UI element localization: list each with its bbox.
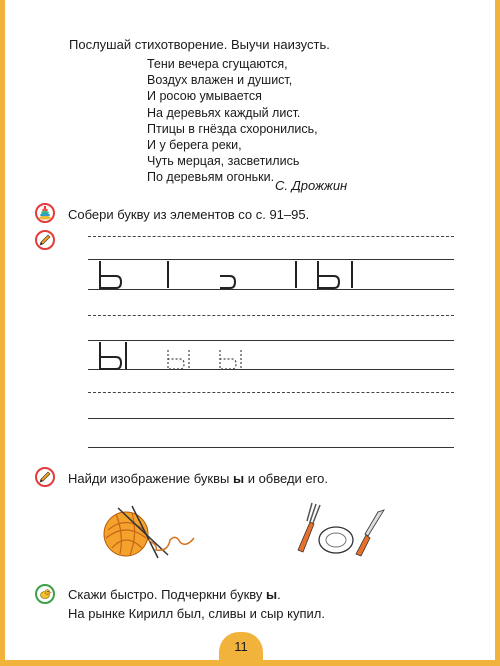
poem-line: Тени вечера сгущаются, bbox=[147, 57, 288, 71]
task3-text-start: Скажи быстро. Подчеркни букву bbox=[68, 587, 267, 602]
bird-icon bbox=[35, 584, 55, 604]
task3-letter: ы bbox=[266, 587, 278, 602]
task3-text bbox=[68, 587, 281, 602]
dashed-line bbox=[88, 392, 454, 393]
letter-elements-row bbox=[88, 258, 454, 292]
dashed-line bbox=[88, 315, 454, 316]
poem-line: На деревьях каждый лист. bbox=[147, 105, 301, 120]
page-number: 11 bbox=[219, 632, 263, 662]
intro-text: Послушай стихотворение. Выучи наизусть. bbox=[69, 37, 330, 52]
task2-text-start: Найди изображение буквы bbox=[68, 471, 233, 486]
ruled-line bbox=[88, 418, 454, 419]
poem-line: Птицы в гнёзда схоронились, bbox=[147, 121, 318, 136]
task2-letter: ы bbox=[232, 471, 245, 486]
pencil-icon bbox=[35, 467, 55, 487]
task1-text: Собери букву из элементов со с. 91–95. bbox=[68, 207, 310, 222]
plate-fork-knife-picture bbox=[290, 498, 390, 562]
yarn-ball-picture bbox=[98, 500, 198, 560]
ruled-line bbox=[88, 447, 454, 448]
letter-tracing-row bbox=[88, 340, 288, 372]
poem-line: Чуть мерцая, засветились bbox=[147, 154, 300, 169]
task2-text-end: и обведи его. bbox=[244, 471, 328, 486]
poem-line: И росою умывается bbox=[147, 89, 262, 104]
poem-line: По деревьям огоньки. bbox=[147, 170, 275, 185]
poem-author: С. Дрожжин bbox=[275, 178, 348, 193]
pencil-icon bbox=[35, 230, 55, 250]
poem bbox=[147, 56, 318, 186]
poem-line: И у берега реки, bbox=[147, 138, 242, 153]
task3-text-end: . bbox=[277, 587, 281, 602]
pyramid-toy-icon bbox=[35, 203, 55, 223]
task2-text bbox=[68, 471, 328, 486]
poem-line: Воздух влажен и душист, bbox=[147, 73, 293, 88]
dashed-line bbox=[88, 236, 454, 237]
sentence-text: На рынке Кирилл был, сливы и сыр купил. bbox=[68, 606, 325, 621]
